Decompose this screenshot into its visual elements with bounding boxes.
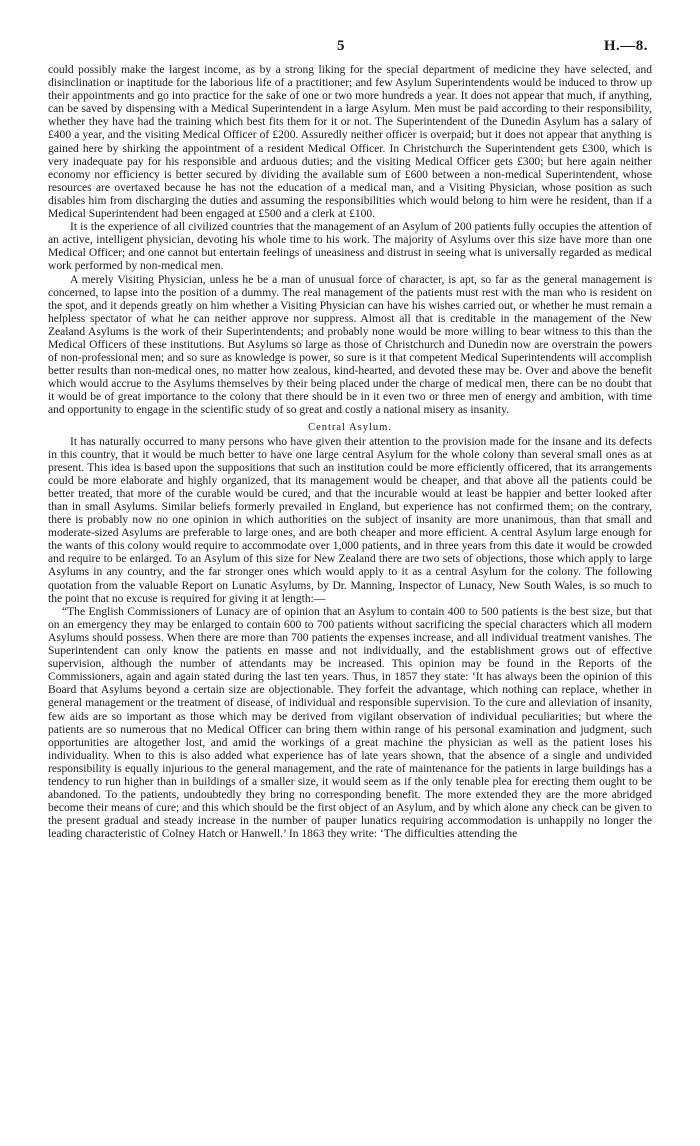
body-text [48, 64, 652, 841]
page-number: 5 [337, 38, 345, 54]
paragraph-salaries: could possibly make the largest income, as by a strong liking for the special department of medicine they have selected, and disinclination or inaptitude for the laborious life of a practitioner; and few Asylum Superintendents would be induced to throw up their appointments and go into practice for the sake of one or two more hundreds a year. It does not appear that much, if anything, can be saved by dispensing with a Medical Superintendent in a large Asylum. Men must be paid according to their responsibility, whether they have had the training which best fits them for it or not. The Superintendent of the Dunedin Asylum has a salary of £400 a year, and the visiting Medical Officer of £200. Assuredly neither officer is overpaid; but it does not appear that anything is gained here by shirking the appointment of a resident Medical Officer. In Christchurch the Superintendent gets £300, which is very inadequate pay for his responsible and arduous duties; and the visiting Medical Officer gets £300; but here again neither economy nor efficiency is better secured by dividing the available sum of £600 between a non-medical Superintendent, whose resources are overtaxed because he has not the education of a medical man, and a Visiting Physician, whose position as such disables him from discharging the duties and assuming the responsibilities which would belong to him were he resident, than if a Medical Superintendent had been engaged at £500 and a clerk at £100. [48, 64, 652, 221]
section-heading-central-asylum: Central Asylum. [308, 421, 392, 433]
paragraph-experience: It is the experience of all civilized countries that the management of an Asylum of 200 patients fully occupies the attention of an active, intelligent physician, devoting his whole time to his work. The majority of Asylums over this size have more than one Medical Officer; and one cannot but entertain feelings of uneasiness and distrust in seeing what is universally regarded as medical work performed by non-medical men. [48, 221, 652, 273]
paragraph-visiting-physician: A merely Visiting Physician, unless he be a man of unusual force of character, is apt, so far as the general management is concerned, to lapse into the position of a dummy. The real management of the patients must rest with the man who is resident on the spot, and it depends greatly on him whether a Visiting Physician can have his wishes carried out, or whether he must remain a helpless spectator of what he can neither approve nor suppress. Almost all that is creditable in the management of the New Zealand Asylums is the work of their Superintendents; and probably none would be more willing to bear witness to this than the Medical Officers of these institutions. But Asylums so large as those of Christchurch and Dunedin now are overstrain the powers of non-professional men; and so sure as knowledge is power, so sure is it that competent Medical Superintendents will accomplish better results than non-medical ones, no matter how zealous, kind-hearted, and devoted these may be. Over and above the benefit which would accrue to the Asylums themselves by their being placed under the charge of medical men, there can be no doubt that it would be of great importance to the colony that there should be in it even two or three men of energy and ambition, with time and opportunity to engage in the scientific study of so great and costly a national misery as insanity. [48, 273, 652, 417]
paragraph-central-asylum: It has naturally occurred to many persons who have given their attention to the provision made for the insane and its defects in this country, that it would be much better to have one large central Asylum for the whole colony than several small ones as at present. This idea is based upon the suppositions that such an institution could be more efficiently officered, that its arrangements could be more elaborate and highly organized, that its management would be cheaper, and that above all the patients could be better treated, that more of the curable would be cured, and that the incurable would at least be happier and better looked after than in small Asylums. Similar beliefs formerly prevailed in England, but experience has not confirmed them; on the contrary, there is probably now no one opinion in which authorities on the subject of insanity are more unanimous, than that small and moderate-sized Asylums are preferable to large ones, and are both cheaper and more efficient. A central Asylum large enough for the wants of this colony would require to accommodate over 1,000 patients, and in three years from this date it would be crowded and require to be enlarged. To an Asylum of this size for New Zealand there are two sets of objections, those which apply to large Asylums in any country, and the far stronger ones which would apply to it as a central Asylum for the colony. The following quotation from the valuable Report on Lunatic Asylums, by Dr. Manning, Inspector of Lunacy, New South Wales, is so much to the point that no excuse is required for giving it at length:— [48, 435, 652, 605]
quotation-commissioners: “The English Commissioners of Lunacy are of opinion that an Asylum to contain 400 to 500 patients is the best size, but that on an emergency they may be enlarged to contain 600 to 700 patients without sacrificing the special characters which all modern Asylums should possess. When there are more than 700 patients the expenses increase, and all individual treatment vanishes. The Superintendent can only know the patients en masse and not individually, and the establishment grows out of effective supervision, although the number of attendants may be increased. This opinion may be found in the Reports of the Commissioners, again and again stated during the last ten years. Thus, in 1857 they state: ‘It has always been the opinion of this Board that Asylums beyond a certain size are objectionable. They forfeit the advantage, which nothing can replace, whether in general management or the treatment of disease, of individual and responsible supervision. To the cure and alleviation of insanity, few aids are so important as those which may be derived from vigilant observation of individual peculiarities; but where the patients are so numerous that no Medical Officer can bring them within range of his personal examination and judgment, such opportunities are altogether lost, and amid the workings of a great machine the physician as well as the patient loses his individuality. When to this is also added what experience has of late years shown, that the absence of a single and undivided responsibility is equally injurious to the general management, and the rate of maintenance for the patients in large buildings has a tendency to run higher than in buildings of a smaller size, it would seem as if the only tenable plea for erecting them ought to be abandoned. To the patients, undoubtedly they bring no corresponding benefit. The more extended they are the more abridged become their means of cure; and this which should be the first object of an Asylum, and by which alone any check can be given to the present gradual and steady increase in the number of pauper lunatics requiring accommodation is unhappily no longer the leading characteristic of Colney Hatch or Hanwell.’ In 1863 they write: ‘The difficulties attending the [48, 605, 652, 841]
document-reference: H.—8. [603, 38, 648, 54]
